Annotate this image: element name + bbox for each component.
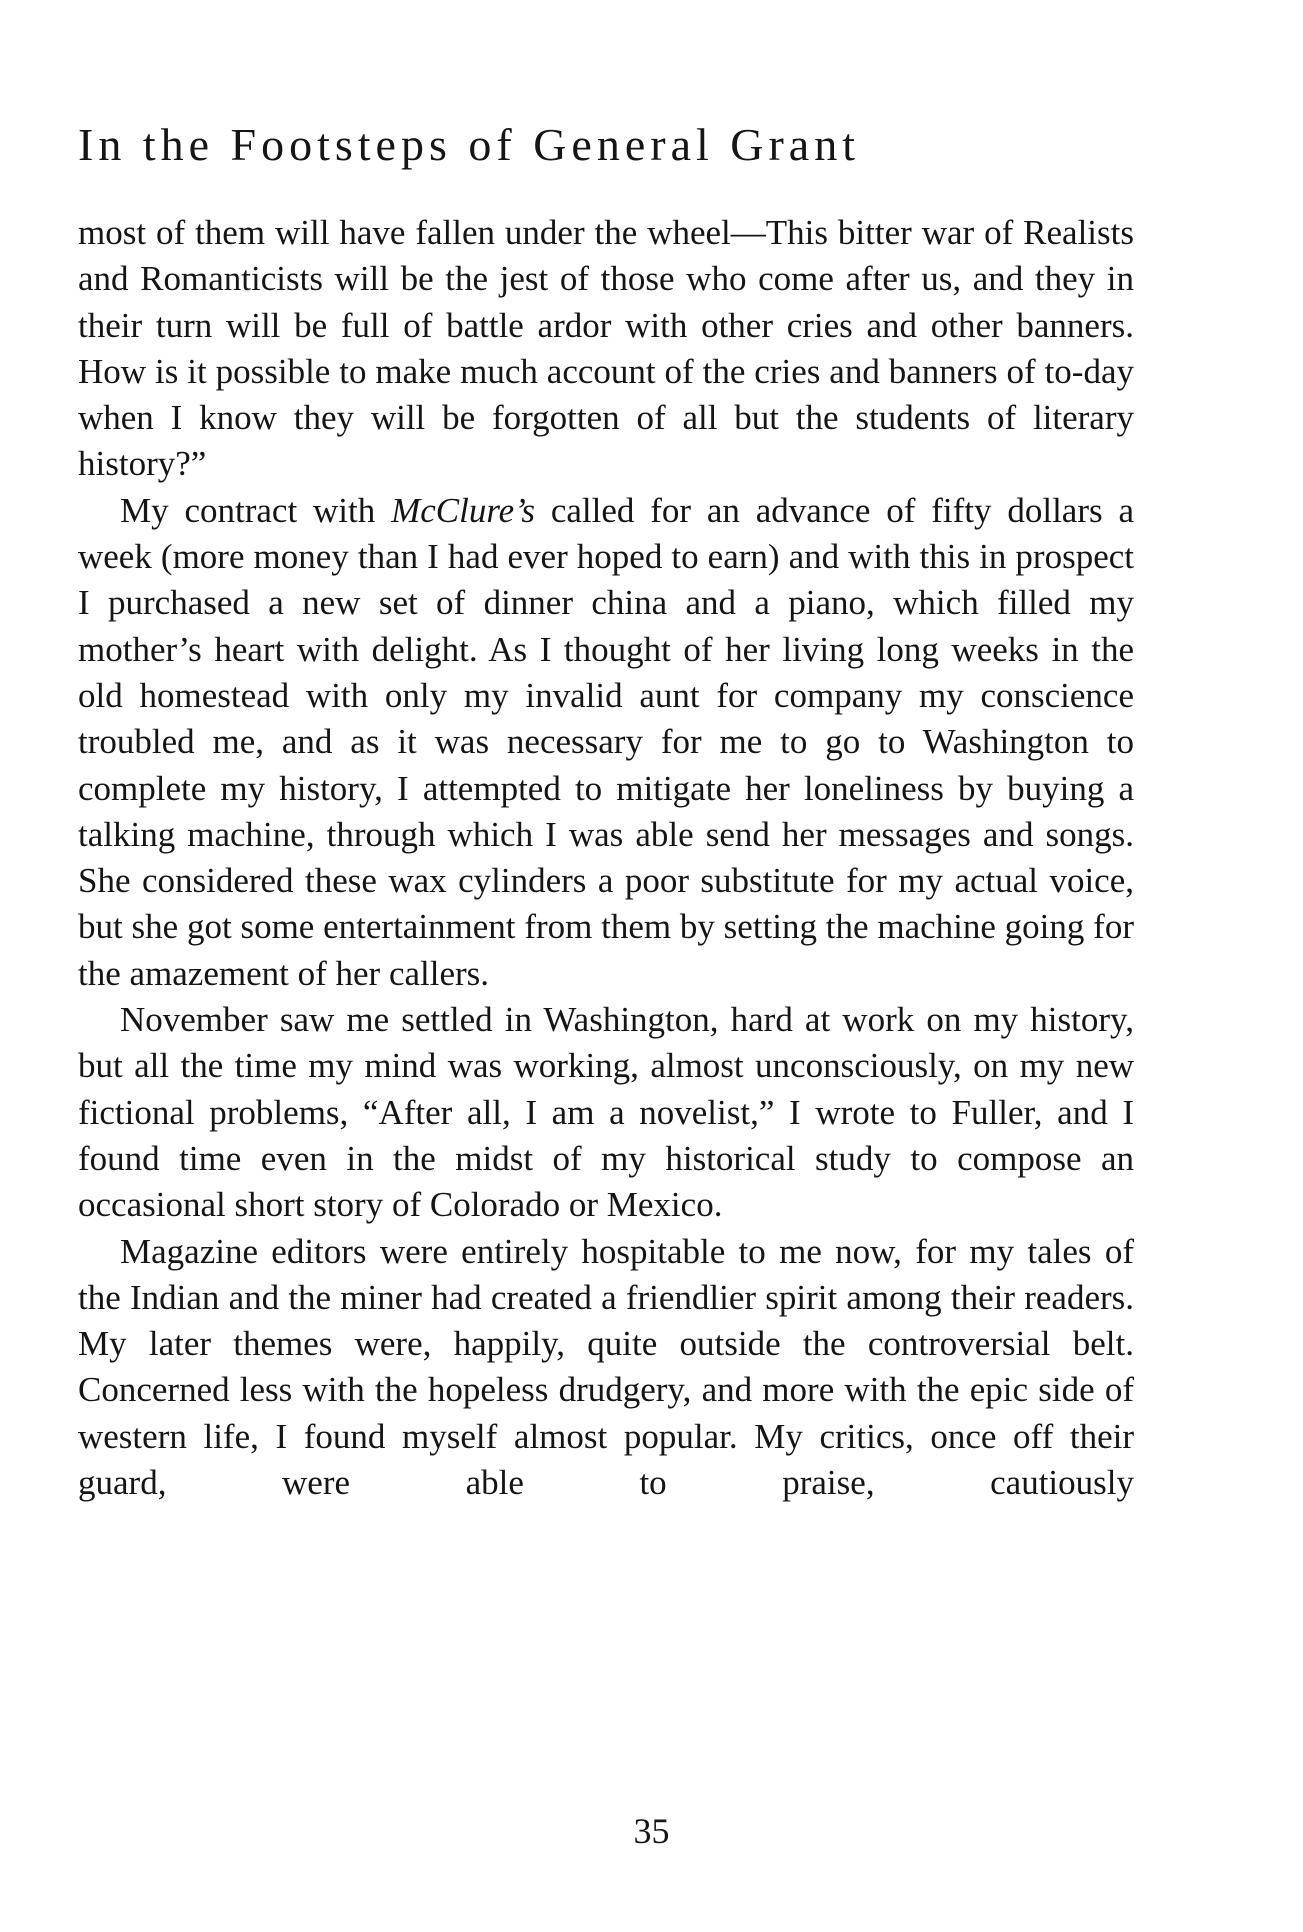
page-number: 35 [633, 1811, 670, 1851]
running-head: In the Footsteps of General Grant [78, 119, 861, 170]
paragraph-2-rest: called for an advance of fifty dollars a week (more money than I had ever hoped to earn) and with this in prospect I purchased a new set of dinner china and a piano, which filled my mother’s heart with delight. As I thought of her living long weeks in the old homestead with only my invalid aunt for company my conscience troubled me, and as it was necessary for me to go to Washington to complete my history, I attempted to mitigate her loneliness by buying a talking machine, through which I was able send her messages and songs. She considered these wax cylinders a poor substitute for my actual voice, but she got some entertainment from them by setting the machine going for the amazement of her callers. [78, 490, 1134, 993]
paragraph-1: most of them will have fallen under the wheel—This bitter war of Realists and Romanticists will be the jest of those who come after us, and they in their turn will be full of battle ardor with other cries and other banners. How is it possible to make much account of the cries and banners of to-day when I know they will be forgotten of all but the students of literary history?” [78, 213, 1134, 484]
paragraph-2 [78, 488, 1134, 997]
paragraph-3: November saw me settled in Washington, hard at work on my history, but all the time my mind was working, almost unconsciously, on my new fictional problems, “After all, I am a novelist,” I wrote to Fuller, and I found time even in the midst of my historical study to compose an occasional short story of Colorado or Mexico. [78, 1000, 1134, 1225]
magazine-title: McClure’s [391, 490, 535, 530]
body-text [78, 210, 1134, 1506]
paragraph-4: Magazine editors were entirely hospitable to me now, for my tales of the Indian and the miner had created a friendlier spirit among their readers. My later themes were, happily, quite outside the controversial belt. Concerned less with the hopeless drudgery, and more with the epic side of western life, I found myself almost popular. My critics, once off their guard, were able to praise, cautiously [78, 1231, 1134, 1503]
paragraph-2-lead: My contract with [120, 490, 392, 530]
